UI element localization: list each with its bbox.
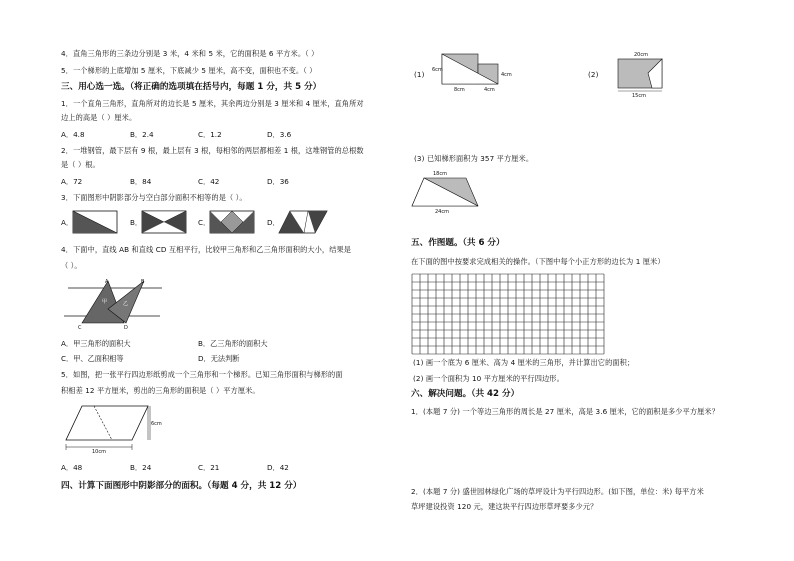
q2-option-d: D．36 <box>267 177 289 186</box>
q4-option-b: B．乙三角形的面积大 <box>198 339 268 348</box>
draw-task-1: (1) 画一个底为 6 厘米、高为 4 厘米的三角形，并计算出它的面积； <box>413 358 635 367</box>
q5-option-a: A．48 <box>61 463 83 472</box>
section-4-title: 四、计算下面图形中阴影部分的面积。（每题 4 分，共 12 分） <box>61 481 302 491</box>
trapezoid-figure <box>410 168 480 214</box>
problem-2-line1: 2．(本题 7 分) 盛世园林绿化广场的草坪设计为平行四边形。(如下图，单位：米) 每平方米 <box>411 487 704 496</box>
fig1-label-b: 8cm <box>454 87 465 93</box>
fig3-bottom-label: 24cm <box>435 209 449 215</box>
q1-option-b: B．2.4 <box>130 130 154 139</box>
q5-option-b: B．24 <box>130 463 152 472</box>
q5-height-label: 6cm <box>151 421 162 427</box>
q4-label-jia: 甲 <box>102 299 108 305</box>
choice-q5-line2: 积相差 12 平方厘米，剪出的三角形的面积是（ ）平方厘米。 <box>61 386 260 395</box>
q4-label-b: B <box>141 279 145 285</box>
fig2-number: (2) <box>588 70 599 79</box>
fig2-top-label: 20cm <box>634 52 648 58</box>
fig1-label-c: 4cm <box>484 87 495 93</box>
draw-task-2: (2) 画一个面积为 10 平方厘米的平行四边形。 <box>413 374 564 383</box>
shaded-figure-1 <box>432 52 512 94</box>
q3-figure-c <box>209 210 255 234</box>
q4-parallel-lines-figure <box>64 276 164 332</box>
q3-figure-b <box>141 210 187 234</box>
choice-q2-line2: 是（ ）根。 <box>61 160 100 169</box>
section-6-title: 六、解决问题。（共 42 分） <box>411 389 520 399</box>
q4-option-d: D．无法判断 <box>198 354 240 363</box>
choice-q3-line: 3．下面图形中阴影部分与空白部分面积不相等的是（ ）。 <box>61 193 247 202</box>
choice-q5-line1: 5．如图，把一张平行四边形纸剪成一个三角形和一个梯形。已知三角形面积与梯形的面 <box>61 370 343 379</box>
shaded-figure-2 <box>612 50 672 98</box>
section-5-intro: 在下面的图中按要求完成相关的操作。（下图中每个小正方形的边长为 1 厘米） <box>411 257 665 266</box>
drawing-grid <box>411 273 605 352</box>
choice-q4-line2: （ ）。 <box>61 261 82 270</box>
q4-label-c: C <box>78 325 82 331</box>
choice-q1-line1: 1．一个直角三角形，直角所对的边长是 5 厘米，其余两边分别是 3 厘米和 4 厘米，直角所对 <box>61 99 364 108</box>
q5-option-d: D．42 <box>267 463 289 472</box>
q2-option-a: A．72 <box>61 177 83 186</box>
choice-q1-line2: 边上的高是（ ）厘米。 <box>61 113 137 122</box>
q5-option-c: C．21 <box>198 463 220 472</box>
q3-option-a: A． <box>61 218 74 227</box>
q5-width-label: 10cm <box>92 449 106 455</box>
problem-2-line2: 草坪建设投资 120 元，建这块平行四边形草坪要多少元？ <box>411 502 598 511</box>
q2-option-b: B．84 <box>130 177 152 186</box>
q4-option-c: C．甲、乙面积相等 <box>61 354 124 363</box>
q1-option-c: C．1.2 <box>198 130 222 139</box>
q3-figure-a <box>72 210 118 234</box>
fig1-label-d: 4cm <box>501 72 512 78</box>
q5-parallelogram-figure <box>64 402 164 454</box>
choice-q4-line1: 4．下面中，直线 AB 和直线 CD 互相平行，比较甲三角形和乙三角形面积的大小，结果是 <box>61 245 352 254</box>
shaded-q3-text: (3) 已知梯形面积为 357 平方厘米。 <box>414 154 534 163</box>
q4-option-a: A．甲三角形的面积大 <box>61 339 131 348</box>
q3-option-b: B． <box>130 218 143 227</box>
judge-q5: 5．一个梯形的上底增加 5 厘米，下底减少 5 厘米，高不变，面积也不变。（ ） <box>61 66 317 75</box>
q2-option-c: C．42 <box>198 177 220 186</box>
q3-figure-d <box>278 210 328 234</box>
section-5-title: 五、作图题。（共 6 分） <box>411 238 505 248</box>
fig1-label-a: 6cm <box>432 67 443 73</box>
problem-1: 1．(本题 7 分) 一个等边三角形的周长是 27 厘米，高是 3.6 厘米，它的面积是多少平方厘米？ <box>411 407 719 416</box>
judge-q4: 4．直角三角形的三条边分别是 3 米，4 米和 5 米，它的面积是 6 平方米。（ ） <box>61 49 319 58</box>
fig2-bottom-label: 15cm <box>632 93 646 99</box>
choice-q2-line1: 2．一堆钢管，最下层有 9 根，最上层有 3 根，每相邻的两层都相差 1 根，这堆钢管的总根数 <box>61 146 364 155</box>
q4-label-yi: 乙 <box>123 301 129 307</box>
section-3-title: 三、用心选一选。（将正确的选项填在括号内，每题 1 分，共 5 分） <box>61 82 322 92</box>
q3-option-c: C． <box>198 218 211 227</box>
q3-option-d: D． <box>267 218 280 227</box>
q4-label-d: D <box>124 325 128 331</box>
fig3-top-label: 18cm <box>433 171 447 177</box>
q1-option-d: D．3.6 <box>267 130 292 139</box>
q1-option-a: A．4.8 <box>61 130 85 139</box>
fig1-number: (1) <box>414 70 425 79</box>
q4-label-a: A <box>105 279 109 285</box>
